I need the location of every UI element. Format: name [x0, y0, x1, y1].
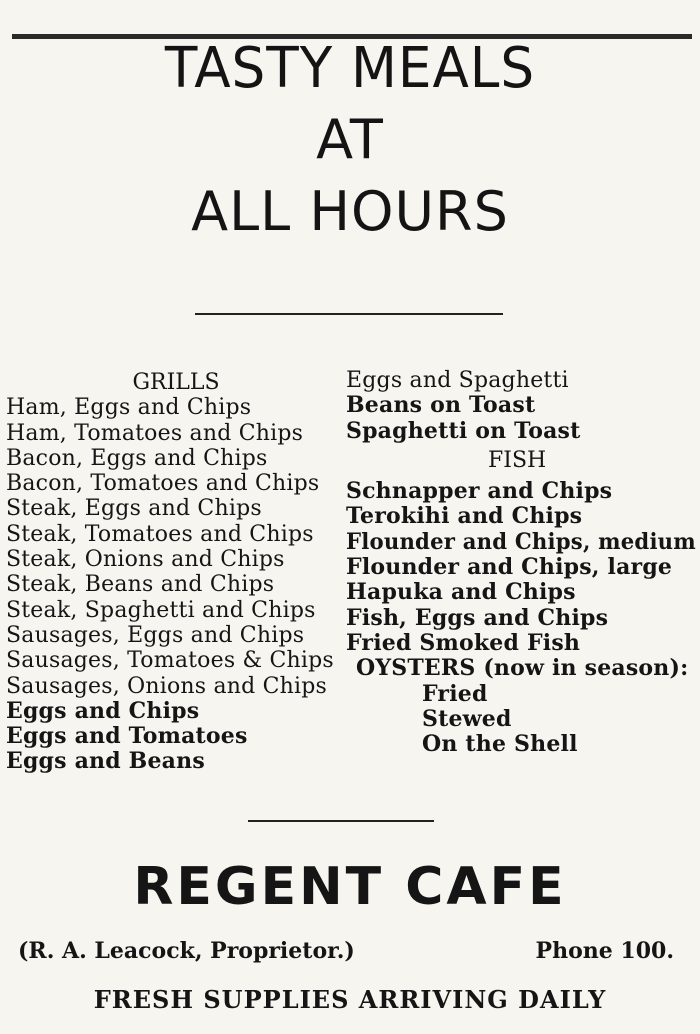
- menu-item: Bacon, Tomatoes and Chips: [6, 471, 320, 497]
- menu-item: Schnapper and Chips: [346, 478, 613, 505]
- grills-heading: GRILLS: [132, 370, 220, 395]
- fish-heading: FISH: [488, 447, 547, 473]
- menu-item: Eggs and Spaghetti: [346, 368, 569, 393]
- menu-item: Steak, Spaghetti and Chips: [6, 597, 316, 623]
- cafe-name: REGENT CAFE: [133, 857, 567, 917]
- menu-item: Steak, Eggs and Chips: [6, 496, 262, 522]
- menu-item: Ham, Tomatoes and Chips: [6, 420, 304, 446]
- headline-at: AT: [316, 108, 384, 171]
- menu-item: Steak, Beans and Chips: [6, 572, 275, 598]
- menu-item: Sausages, Tomatoes & Chips: [6, 648, 334, 674]
- menu-item: Eggs and Beans: [6, 748, 205, 775]
- menu-item: Stewed: [422, 705, 512, 732]
- menu-item: Eggs and Tomatoes: [6, 723, 248, 750]
- menu-item: Sausages, Eggs and Chips: [6, 622, 305, 648]
- menu-item: Eggs and Chips: [6, 697, 200, 724]
- menu-item: Flounder and Chips, large: [346, 554, 673, 581]
- menu-item: Fish, Eggs and Chips: [346, 604, 609, 631]
- divider-rule-lower: [248, 820, 434, 822]
- menu-item: On the Shell: [422, 731, 578, 758]
- menu-item: Terokihi and Chips: [346, 503, 583, 530]
- fish-column: [346, 368, 696, 757]
- proprietor-line: (R. A. Leacock, Proprietor.): [18, 938, 355, 964]
- headline-tasty-meals: TASTY MEALS: [164, 36, 536, 101]
- menu-item: Ham, Eggs and Chips: [6, 395, 252, 421]
- menu-item: Steak, Tomatoes and Chips: [6, 521, 314, 547]
- menu-item: Hapuka and Chips: [346, 579, 576, 606]
- divider-rule-upper: [195, 313, 503, 315]
- tagline: FRESH SUPPLIES ARRIVING DAILY: [93, 985, 607, 1014]
- menu-item: Flounder and Chips, medium: [346, 528, 696, 555]
- menu-item: Fried: [422, 680, 488, 707]
- menu-item: Sausages, Onions and Chips: [6, 673, 328, 699]
- headline-all-hours: ALL HOURS: [191, 180, 509, 243]
- grills-column: [6, 370, 336, 775]
- menu-item: Spaghetti on Toast: [346, 417, 581, 444]
- phone-number: Phone 100.: [535, 938, 674, 964]
- menu-item: Fried Smoked Fish: [346, 629, 581, 656]
- menu-item: Bacon, Eggs and Chips: [6, 445, 268, 471]
- menu-item: Beans on Toast: [346, 392, 536, 419]
- menu-item: Steak, Onions and Chips: [6, 547, 285, 573]
- oysters-heading: OYSTERS (now in season):: [356, 655, 689, 682]
